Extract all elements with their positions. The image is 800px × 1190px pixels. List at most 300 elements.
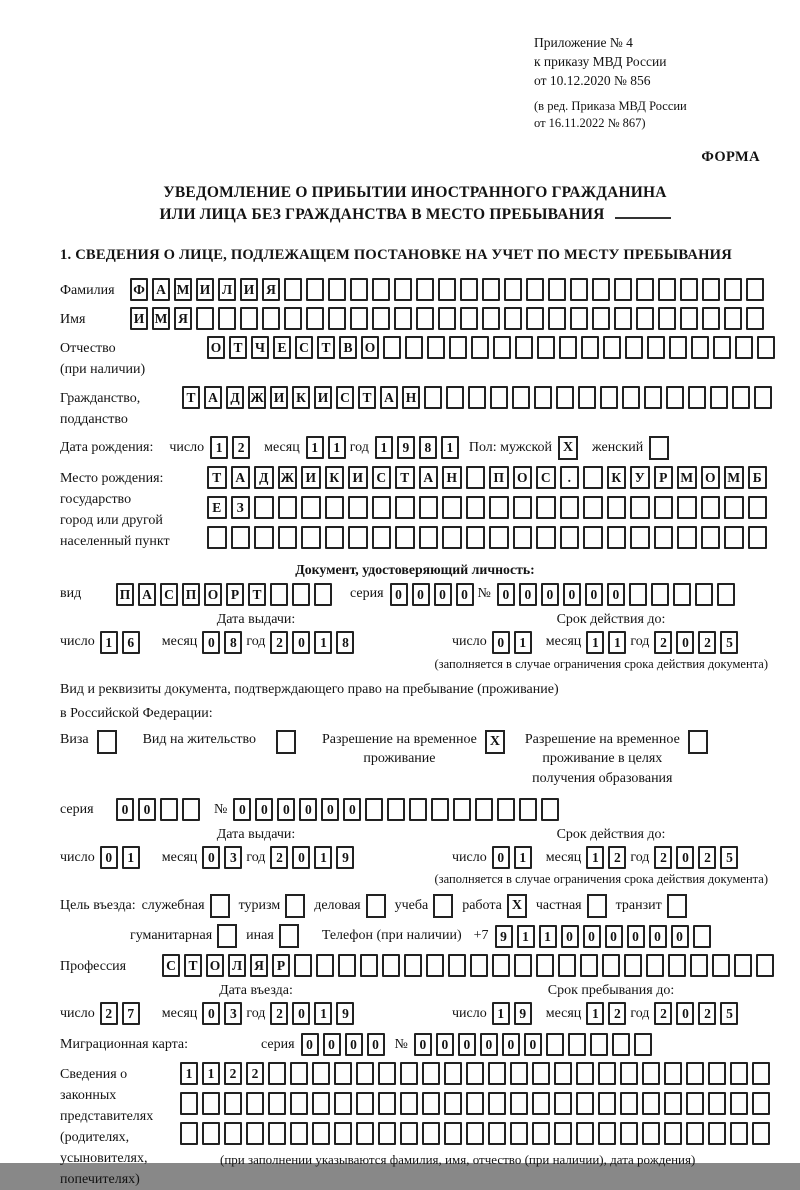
char-cell[interactable] xyxy=(690,954,708,977)
char-cell[interactable] xyxy=(702,278,720,301)
char-cell[interactable]: 0 xyxy=(524,1033,542,1056)
char-cell[interactable] xyxy=(372,278,390,301)
purpose-tourism-checkbox[interactable] xyxy=(285,894,305,918)
purpose-private-checkbox[interactable] xyxy=(587,894,607,918)
char-cell[interactable]: А xyxy=(231,466,251,489)
char-cell[interactable] xyxy=(735,336,753,359)
char-cell[interactable] xyxy=(666,386,684,409)
char-cell[interactable]: 3 xyxy=(224,846,242,869)
char-cell[interactable] xyxy=(620,1122,638,1145)
char-cell[interactable] xyxy=(620,1062,638,1085)
char-cell[interactable]: Я xyxy=(262,278,280,301)
char-cell[interactable]: 3 xyxy=(224,1002,242,1025)
char-cell[interactable]: 0 xyxy=(519,583,537,606)
char-cell[interactable] xyxy=(701,526,721,549)
char-cell[interactable] xyxy=(475,798,493,821)
char-cell[interactable]: И xyxy=(348,466,368,489)
char-cell[interactable] xyxy=(334,1062,352,1085)
char-cell[interactable]: С xyxy=(295,336,313,359)
char-cell[interactable] xyxy=(598,1122,616,1145)
char-cell[interactable]: 0 xyxy=(414,1033,432,1056)
char-cell[interactable] xyxy=(419,526,439,549)
char-cell[interactable] xyxy=(560,526,580,549)
char-cell[interactable]: К xyxy=(292,386,310,409)
char-cell[interactable]: 1 xyxy=(314,631,332,654)
char-cell[interactable]: А xyxy=(152,278,170,301)
char-cell[interactable] xyxy=(537,336,555,359)
char-cell[interactable] xyxy=(422,1062,440,1085)
char-cell[interactable] xyxy=(646,954,664,977)
char-cell[interactable] xyxy=(634,1033,652,1056)
char-cell[interactable] xyxy=(306,307,324,330)
char-cell[interactable] xyxy=(730,1062,748,1085)
residence-permit-checkbox[interactable] xyxy=(276,730,296,754)
char-cell[interactable] xyxy=(576,1122,594,1145)
char-cell[interactable]: 2 xyxy=(698,846,716,869)
char-cell[interactable]: З xyxy=(231,496,251,519)
char-cell[interactable]: 0 xyxy=(649,925,667,948)
char-cell[interactable]: В xyxy=(339,336,357,359)
char-cell[interactable]: 0 xyxy=(434,583,452,606)
char-cell[interactable] xyxy=(372,526,392,549)
char-cell[interactable]: 0 xyxy=(627,925,645,948)
purpose-study-checkbox[interactable] xyxy=(433,894,453,918)
char-cell[interactable] xyxy=(532,1062,550,1085)
char-cell[interactable]: 0 xyxy=(343,798,361,821)
char-cell[interactable] xyxy=(752,1092,770,1115)
char-cell[interactable] xyxy=(560,496,580,519)
char-cell[interactable] xyxy=(231,526,251,549)
char-cell[interactable] xyxy=(583,466,603,489)
char-cell[interactable]: 0 xyxy=(456,583,474,606)
char-cell[interactable]: 2 xyxy=(608,846,626,869)
char-cell[interactable] xyxy=(592,307,610,330)
char-cell[interactable] xyxy=(278,496,298,519)
char-cell[interactable]: 1 xyxy=(375,436,393,459)
char-cell[interactable] xyxy=(748,496,768,519)
char-cell[interactable]: М xyxy=(724,466,744,489)
char-cell[interactable] xyxy=(556,386,574,409)
char-cell[interactable]: 2 xyxy=(654,1002,672,1025)
char-cell[interactable] xyxy=(756,954,774,977)
char-cell[interactable]: 9 xyxy=(495,925,513,948)
char-cell[interactable]: 0 xyxy=(583,925,601,948)
char-cell[interactable] xyxy=(554,1062,572,1085)
char-cell[interactable] xyxy=(442,526,462,549)
char-cell[interactable] xyxy=(642,1122,660,1145)
char-cell[interactable]: Ж xyxy=(248,386,266,409)
char-cell[interactable] xyxy=(160,798,178,821)
char-cell[interactable]: 1 xyxy=(180,1062,198,1085)
char-cell[interactable] xyxy=(394,278,412,301)
char-cell[interactable] xyxy=(202,1092,220,1115)
char-cell[interactable] xyxy=(268,1092,286,1115)
char-cell[interactable] xyxy=(492,954,510,977)
char-cell[interactable] xyxy=(301,526,321,549)
char-cell[interactable]: 0 xyxy=(202,1002,220,1025)
char-cell[interactable]: 0 xyxy=(323,1033,341,1056)
char-cell[interactable] xyxy=(708,1122,726,1145)
char-cell[interactable] xyxy=(350,307,368,330)
char-cell[interactable]: 0 xyxy=(299,798,317,821)
purpose-other-checkbox[interactable] xyxy=(279,924,299,948)
char-cell[interactable]: Е xyxy=(273,336,291,359)
char-cell[interactable] xyxy=(294,954,312,977)
char-cell[interactable] xyxy=(426,954,444,977)
char-cell[interactable] xyxy=(624,954,642,977)
char-cell[interactable]: 1 xyxy=(314,1002,332,1025)
char-cell[interactable] xyxy=(453,798,471,821)
char-cell[interactable]: 6 xyxy=(122,631,140,654)
char-cell[interactable] xyxy=(658,307,676,330)
char-cell[interactable] xyxy=(581,336,599,359)
char-cell[interactable]: П xyxy=(489,466,509,489)
char-cell[interactable] xyxy=(730,1122,748,1145)
char-cell[interactable]: Е xyxy=(207,496,227,519)
char-cell[interactable] xyxy=(519,798,537,821)
char-cell[interactable]: 0 xyxy=(233,798,251,821)
char-cell[interactable]: 0 xyxy=(116,798,134,821)
char-cell[interactable] xyxy=(292,583,310,606)
char-cell[interactable]: 1 xyxy=(586,846,604,869)
char-cell[interactable] xyxy=(314,583,332,606)
char-cell[interactable]: 0 xyxy=(605,925,623,948)
char-cell[interactable] xyxy=(536,954,554,977)
char-cell[interactable]: 2 xyxy=(100,1002,118,1025)
char-cell[interactable] xyxy=(691,336,709,359)
char-cell[interactable] xyxy=(680,278,698,301)
char-cell[interactable] xyxy=(334,1122,352,1145)
char-cell[interactable]: Т xyxy=(395,466,415,489)
char-cell[interactable] xyxy=(548,278,566,301)
char-cell[interactable] xyxy=(400,1062,418,1085)
char-cell[interactable] xyxy=(325,496,345,519)
char-cell[interactable] xyxy=(400,1122,418,1145)
char-cell[interactable]: А xyxy=(380,386,398,409)
char-cell[interactable] xyxy=(664,1122,682,1145)
char-cell[interactable]: О xyxy=(204,583,222,606)
char-cell[interactable] xyxy=(246,1122,264,1145)
char-cell[interactable]: С xyxy=(336,386,354,409)
char-cell[interactable] xyxy=(394,307,412,330)
char-cell[interactable] xyxy=(422,1122,440,1145)
char-cell[interactable] xyxy=(598,1062,616,1085)
char-cell[interactable] xyxy=(748,526,768,549)
char-cell[interactable]: Т xyxy=(358,386,376,409)
sex-female-checkbox[interactable] xyxy=(649,436,669,460)
purpose-work-checkbox[interactable]: X xyxy=(507,894,527,918)
char-cell[interactable]: 0 xyxy=(585,583,603,606)
char-cell[interactable] xyxy=(526,307,544,330)
char-cell[interactable]: 0 xyxy=(492,631,510,654)
char-cell[interactable]: 0 xyxy=(202,846,220,869)
char-cell[interactable] xyxy=(306,278,324,301)
char-cell[interactable]: Ч xyxy=(251,336,269,359)
char-cell[interactable] xyxy=(431,798,449,821)
char-cell[interactable] xyxy=(630,526,650,549)
char-cell[interactable] xyxy=(365,798,383,821)
char-cell[interactable] xyxy=(270,583,288,606)
char-cell[interactable]: 2 xyxy=(608,1002,626,1025)
char-cell[interactable]: Л xyxy=(228,954,246,977)
char-cell[interactable]: А xyxy=(419,466,439,489)
char-cell[interactable]: О xyxy=(513,466,533,489)
char-cell[interactable]: 1 xyxy=(539,925,557,948)
char-cell[interactable] xyxy=(654,496,674,519)
char-cell[interactable] xyxy=(416,278,434,301)
char-cell[interactable] xyxy=(708,1062,726,1085)
char-cell[interactable] xyxy=(254,496,274,519)
char-cell[interactable] xyxy=(570,307,588,330)
char-cell[interactable] xyxy=(614,278,632,301)
char-cell[interactable] xyxy=(583,526,603,549)
char-cell[interactable] xyxy=(446,386,464,409)
char-cell[interactable] xyxy=(754,386,772,409)
char-cell[interactable] xyxy=(686,1122,704,1145)
char-cell[interactable]: 8 xyxy=(336,631,354,654)
char-cell[interactable] xyxy=(568,1033,586,1056)
char-cell[interactable] xyxy=(583,496,603,519)
char-cell[interactable] xyxy=(647,336,665,359)
char-cell[interactable]: 2 xyxy=(232,436,250,459)
char-cell[interactable]: С xyxy=(160,583,178,606)
char-cell[interactable]: 8 xyxy=(419,436,437,459)
purpose-humanitarian-checkbox[interactable] xyxy=(217,924,237,948)
char-cell[interactable] xyxy=(512,386,530,409)
char-cell[interactable] xyxy=(713,336,731,359)
char-cell[interactable] xyxy=(590,1033,608,1056)
char-cell[interactable]: 0 xyxy=(292,631,310,654)
char-cell[interactable] xyxy=(404,954,422,977)
char-cell[interactable] xyxy=(182,798,200,821)
char-cell[interactable] xyxy=(668,954,686,977)
char-cell[interactable]: 5 xyxy=(720,846,738,869)
char-cell[interactable] xyxy=(338,954,356,977)
char-cell[interactable] xyxy=(724,496,744,519)
char-cell[interactable] xyxy=(488,1122,506,1145)
char-cell[interactable]: 1 xyxy=(586,631,604,654)
char-cell[interactable]: 0 xyxy=(497,583,515,606)
char-cell[interactable] xyxy=(202,1122,220,1145)
char-cell[interactable]: Т xyxy=(207,466,227,489)
char-cell[interactable] xyxy=(554,1092,572,1115)
char-cell[interactable] xyxy=(328,307,346,330)
char-cell[interactable]: М xyxy=(677,466,697,489)
char-cell[interactable] xyxy=(546,1033,564,1056)
char-cell[interactable] xyxy=(400,1092,418,1115)
char-cell[interactable] xyxy=(218,307,236,330)
char-cell[interactable] xyxy=(730,1092,748,1115)
char-cell[interactable]: 0 xyxy=(563,583,581,606)
char-cell[interactable] xyxy=(424,386,442,409)
char-cell[interactable]: 2 xyxy=(270,631,288,654)
char-cell[interactable]: Н xyxy=(442,466,462,489)
char-cell[interactable] xyxy=(536,496,556,519)
char-cell[interactable]: Я xyxy=(250,954,268,977)
char-cell[interactable] xyxy=(471,336,489,359)
char-cell[interactable] xyxy=(356,1122,374,1145)
char-cell[interactable] xyxy=(576,1062,594,1085)
char-cell[interactable]: С xyxy=(372,466,392,489)
char-cell[interactable]: 2 xyxy=(654,631,672,654)
char-cell[interactable] xyxy=(246,1092,264,1115)
char-cell[interactable] xyxy=(746,278,764,301)
char-cell[interactable] xyxy=(612,1033,630,1056)
char-cell[interactable] xyxy=(468,386,486,409)
char-cell[interactable]: 0 xyxy=(676,631,694,654)
char-cell[interactable]: 1 xyxy=(441,436,459,459)
char-cell[interactable] xyxy=(395,526,415,549)
char-cell[interactable]: 5 xyxy=(720,1002,738,1025)
char-cell[interactable] xyxy=(316,954,334,977)
char-cell[interactable] xyxy=(490,386,508,409)
char-cell[interactable] xyxy=(526,278,544,301)
char-cell[interactable] xyxy=(708,1092,726,1115)
char-cell[interactable]: 1 xyxy=(210,436,228,459)
char-cell[interactable] xyxy=(536,526,556,549)
char-cell[interactable] xyxy=(284,278,302,301)
char-cell[interactable] xyxy=(466,496,486,519)
char-cell[interactable]: П xyxy=(182,583,200,606)
visa-checkbox[interactable] xyxy=(97,730,117,754)
char-cell[interactable]: 9 xyxy=(336,1002,354,1025)
char-cell[interactable] xyxy=(290,1092,308,1115)
char-cell[interactable] xyxy=(196,307,214,330)
char-cell[interactable] xyxy=(614,307,632,330)
char-cell[interactable] xyxy=(224,1122,242,1145)
char-cell[interactable] xyxy=(348,496,368,519)
char-cell[interactable]: 0 xyxy=(412,583,430,606)
char-cell[interactable] xyxy=(625,336,643,359)
char-cell[interactable] xyxy=(372,307,390,330)
char-cell[interactable] xyxy=(644,386,662,409)
char-cell[interactable]: 1 xyxy=(314,846,332,869)
char-cell[interactable]: И xyxy=(301,466,321,489)
char-cell[interactable]: И xyxy=(240,278,258,301)
char-cell[interactable] xyxy=(466,526,486,549)
char-cell[interactable]: 0 xyxy=(676,846,694,869)
char-cell[interactable]: 0 xyxy=(277,798,295,821)
char-cell[interactable] xyxy=(603,336,621,359)
char-cell[interactable] xyxy=(514,954,532,977)
char-cell[interactable] xyxy=(636,307,654,330)
char-cell[interactable]: 0 xyxy=(100,846,118,869)
char-cell[interactable] xyxy=(312,1122,330,1145)
char-cell[interactable] xyxy=(592,278,610,301)
char-cell[interactable]: 0 xyxy=(458,1033,476,1056)
char-cell[interactable] xyxy=(636,278,654,301)
char-cell[interactable]: 2 xyxy=(224,1062,242,1085)
char-cell[interactable] xyxy=(356,1092,374,1115)
char-cell[interactable] xyxy=(416,307,434,330)
char-cell[interactable] xyxy=(629,583,647,606)
char-cell[interactable]: 2 xyxy=(698,1002,716,1025)
char-cell[interactable] xyxy=(724,278,742,301)
char-cell[interactable] xyxy=(504,307,522,330)
char-cell[interactable] xyxy=(642,1092,660,1115)
char-cell[interactable] xyxy=(497,798,515,821)
char-cell[interactable]: . xyxy=(560,466,580,489)
char-cell[interactable] xyxy=(466,1122,484,1145)
char-cell[interactable] xyxy=(677,496,697,519)
char-cell[interactable] xyxy=(482,278,500,301)
char-cell[interactable] xyxy=(325,526,345,549)
char-cell[interactable] xyxy=(752,1122,770,1145)
char-cell[interactable] xyxy=(448,954,466,977)
char-cell[interactable] xyxy=(559,336,577,359)
char-cell[interactable] xyxy=(419,496,439,519)
char-cell[interactable] xyxy=(444,1062,462,1085)
char-cell[interactable] xyxy=(444,1092,462,1115)
char-cell[interactable]: 0 xyxy=(607,583,625,606)
char-cell[interactable] xyxy=(180,1092,198,1115)
char-cell[interactable]: 1 xyxy=(328,436,346,459)
char-cell[interactable] xyxy=(554,1122,572,1145)
char-cell[interactable]: 1 xyxy=(122,846,140,869)
char-cell[interactable]: 0 xyxy=(436,1033,454,1056)
char-cell[interactable]: 2 xyxy=(654,846,672,869)
char-cell[interactable] xyxy=(541,798,559,821)
char-cell[interactable]: 1 xyxy=(100,631,118,654)
char-cell[interactable]: Р xyxy=(654,466,674,489)
char-cell[interactable] xyxy=(580,954,598,977)
char-cell[interactable] xyxy=(350,278,368,301)
char-cell[interactable] xyxy=(427,336,445,359)
char-cell[interactable] xyxy=(513,526,533,549)
char-cell[interactable] xyxy=(312,1062,330,1085)
char-cell[interactable] xyxy=(422,1092,440,1115)
char-cell[interactable]: 0 xyxy=(671,925,689,948)
char-cell[interactable]: Т xyxy=(229,336,247,359)
char-cell[interactable] xyxy=(240,307,258,330)
char-cell[interactable] xyxy=(224,1092,242,1115)
char-cell[interactable] xyxy=(328,278,346,301)
char-cell[interactable]: 1 xyxy=(202,1062,220,1085)
char-cell[interactable] xyxy=(712,954,730,977)
char-cell[interactable] xyxy=(278,526,298,549)
char-cell[interactable] xyxy=(576,1092,594,1115)
char-cell[interactable]: 0 xyxy=(301,1033,319,1056)
char-cell[interactable]: 0 xyxy=(561,925,579,948)
char-cell[interactable] xyxy=(654,526,674,549)
char-cell[interactable]: Л xyxy=(218,278,236,301)
char-cell[interactable] xyxy=(642,1062,660,1085)
char-cell[interactable]: И xyxy=(196,278,214,301)
char-cell[interactable]: 0 xyxy=(138,798,156,821)
char-cell[interactable]: 1 xyxy=(306,436,324,459)
char-cell[interactable]: 2 xyxy=(270,846,288,869)
char-cell[interactable]: 0 xyxy=(255,798,273,821)
char-cell[interactable] xyxy=(301,496,321,519)
char-cell[interactable] xyxy=(444,1122,462,1145)
char-cell[interactable] xyxy=(734,954,752,977)
char-cell[interactable] xyxy=(534,386,552,409)
char-cell[interactable]: 0 xyxy=(480,1033,498,1056)
char-cell[interactable] xyxy=(724,307,742,330)
char-cell[interactable]: Ф xyxy=(130,278,148,301)
char-cell[interactable] xyxy=(378,1092,396,1115)
char-cell[interactable] xyxy=(598,1092,616,1115)
char-cell[interactable] xyxy=(312,1092,330,1115)
char-cell[interactable] xyxy=(290,1122,308,1145)
char-cell[interactable] xyxy=(482,307,500,330)
char-cell[interactable] xyxy=(372,496,392,519)
char-cell[interactable] xyxy=(348,526,368,549)
char-cell[interactable] xyxy=(532,1122,550,1145)
char-cell[interactable]: С xyxy=(162,954,180,977)
char-cell[interactable] xyxy=(669,336,687,359)
char-cell[interactable]: Д xyxy=(226,386,244,409)
